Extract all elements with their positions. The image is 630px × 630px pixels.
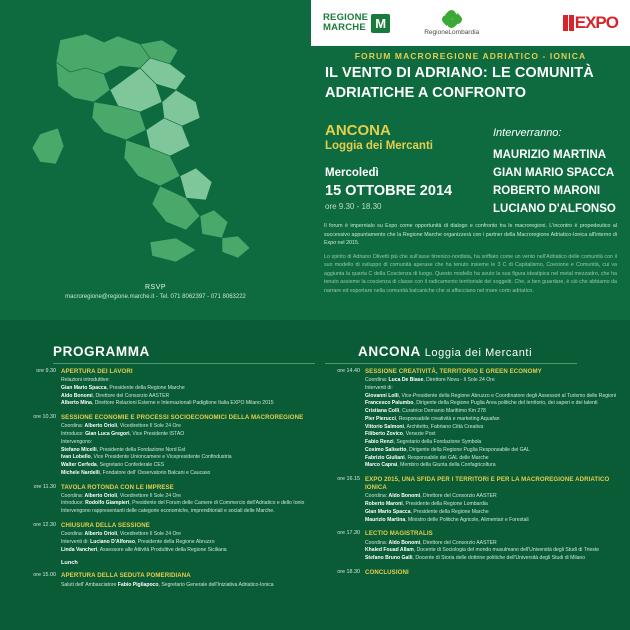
hours-label: ore 9.30 - 18.30 bbox=[325, 202, 382, 211]
day-label: Mercoledì bbox=[325, 167, 379, 179]
rsvp-block bbox=[0, 283, 311, 303]
speakers-label: Interverranno: bbox=[493, 127, 562, 139]
program-item bbox=[322, 530, 622, 562]
program-item-time: ore 9.30 bbox=[36, 368, 56, 374]
expo-bar-icon bbox=[563, 15, 568, 31]
ancona-heading-main: ANCONA bbox=[358, 344, 421, 359]
program-item-time: ore 16.15 bbox=[337, 476, 360, 483]
program-item bbox=[18, 368, 318, 408]
expo-text: EXPO bbox=[574, 13, 618, 32]
rsvp-label: RSVP bbox=[144, 283, 167, 291]
program-item-body: Coordina: Aldo Bonomi, Direttore del Consorzio AASTER Roberto Maroni, Presidente della Regione Lombardia Gian Mario Spacca, Presidente della Regione Marche Maurizio Martina, Ministro delle Politiche Agricole, Alimentari e Forestali bbox=[365, 493, 529, 523]
intro-paragraph-2: Lo spirito di Adriano Olivetti più che sull'asse tirrenico-nordista, ha soffiato come un vento nell'Adriatico delle comunità con il suo modello di sviluppo di comunità aperase che ha tenuto insieme le 3 C di Capitalismo, Coesione e Comunità, cui va aggiunta la quarta C della Coscienza di luogo. Questo modello ha avuto la sua figura ideatipica nel metal mezzadro, che ha tenuto assieme la coscienza di classe con il radicamento territoriale dei soggetti. Che, a ben guardare, è ciò che abbiamo da narrare ed esportare nella comunità balcaniche che si affacciano nel mare corto adriatico. bbox=[324, 253, 617, 295]
program-item bbox=[18, 484, 318, 516]
program-item-body: Relazioni introduttive: Gian Mario Spacca, Presidente della Regione Marche Aldo Bonomi, Direttore del Consorzio AASTER Alberto Mina, Direttore Relazioni Esterne e Internazionali Padiglione Italia EXPO Milano 2015 bbox=[61, 377, 274, 407]
program-lunch-break: Lunch bbox=[61, 560, 78, 567]
regione-marche-logo bbox=[323, 13, 390, 33]
speaker-name: MAURIZIO MARTINA bbox=[493, 149, 607, 161]
page-title: IL VENTO DI ADRIANO: LE COMUNITÀ ADRIATICHE A CONFRONTO bbox=[325, 65, 594, 101]
divider-left bbox=[53, 363, 315, 364]
venue-label: Loggia dei Mercanti bbox=[325, 140, 433, 152]
program-item-time: ore 17.30 bbox=[337, 530, 360, 537]
program-item-title: SESSIONE CREATIVITÀ, TERRITORIO E GREEN ECONOMY bbox=[365, 368, 542, 375]
program-item-time: ore 18.30 bbox=[337, 568, 360, 575]
program-item-time: ore 15.00 bbox=[33, 572, 56, 579]
program-item-title: APERTURA DELLA SEDUTA POMERIDIANA bbox=[61, 572, 191, 580]
program-item bbox=[322, 569, 622, 577]
forum-label: FORUM MACROREGIONE ADRIATICO - IONICA bbox=[354, 51, 587, 61]
rsvp-contact: macroregione@regione.marche.it - Tel. 071 8062397 - 071 8063222 bbox=[65, 294, 246, 300]
program-heading: PROGRAMMA bbox=[53, 344, 150, 359]
program-item-body: Coordina: Alberto Orioli, Vicedirettore Il Sole 24 Ore Introduce: Rodolfo Giampieri, Presidente del Forum delle Camere di Commercio dell'Adriatico e dello Ionio Intervengono rappresentanti delle categorie economiche, imprenditoriali e sociali delle Marche. bbox=[61, 492, 305, 515]
program-column-left bbox=[18, 368, 318, 595]
program-item bbox=[322, 476, 622, 524]
program-item-title: EXPO 2015, UNA SFIDA PER I TERRITORI E PER LA MACROREGIONE ADRIATICO IONICA bbox=[365, 476, 610, 492]
intro-paragraph-1: Il forum è impernialo su Expo come opportunità di dialogo e confronto tra le macroregioni. L'incontro è propedeutico al successivo appuntamento che la Regione Marche organizzerà con i partner della Macroregione Adriatico-Ionica all'interno di Expo nel 2015. bbox=[324, 223, 617, 247]
regione-marche-mark-icon: M bbox=[371, 14, 390, 33]
logo-bar bbox=[311, 0, 630, 46]
expo-logo bbox=[563, 13, 618, 33]
ancona-heading bbox=[358, 344, 532, 359]
map-panel bbox=[0, 0, 311, 320]
program-item-body: Coordina: Alberto Orioli, Vicedirettore Il Sole 24 Ore Interventi di: Luciano D'Alfonso, Presidente della Regione Abruzzo Linda Vancheri, Assessore alle Attività Produttive della Regione Siciliana bbox=[61, 531, 227, 553]
program-item-time: ore 11.30 bbox=[33, 483, 56, 490]
regione-marche-text bbox=[323, 13, 368, 33]
speaker-name: ROBERTO MARONI bbox=[493, 185, 601, 198]
italy-map bbox=[0, 6, 311, 268]
divider-right bbox=[325, 363, 577, 364]
program-item-title: TAVOLA ROTONDA CON LE IMPRESE bbox=[61, 483, 174, 491]
regione-lombardia-text: RegioneLombardia bbox=[424, 29, 480, 36]
program-item-time: ore 14.40 bbox=[337, 368, 360, 374]
italy-map-svg bbox=[0, 6, 311, 268]
speakers-list bbox=[493, 146, 616, 219]
speaker-name: LUCIANO D'ALFONSO bbox=[493, 203, 616, 216]
program-item-title: LECTIO MAGISTRALIS bbox=[365, 530, 433, 538]
program-item-title: CONCLUSIONI bbox=[365, 568, 409, 576]
program-item bbox=[18, 414, 318, 477]
program-item bbox=[322, 368, 622, 470]
intro-paragraphs bbox=[324, 222, 617, 301]
program-item-time: ore 10.30 bbox=[33, 414, 56, 421]
program-item-title: SESSIONE ECONOMIE E PROCESSI SOCIOECONOMICI DELLA MACROREGIONE bbox=[61, 414, 304, 422]
regione-marche-line1: REGIONE bbox=[323, 12, 369, 24]
program-item-body: Saluti dell' Ambasciatore Fabio Pigliapoco, Segretario Generale dell'Iniziativa Adriatico-Ionica bbox=[61, 581, 274, 588]
program-item-title: CHIUSURA DELLA SESSIONE bbox=[61, 521, 150, 529]
regione-lombardia-logo bbox=[424, 10, 479, 36]
speaker-name: GIAN MARIO SPACCA bbox=[493, 167, 615, 180]
regione-marche-line2: MARCHE bbox=[323, 22, 366, 33]
expo-bar-icon bbox=[569, 15, 574, 31]
date-label: 15 OTTOBRE 2014 bbox=[325, 183, 453, 199]
lombardia-flower-icon bbox=[442, 10, 462, 28]
program-item-body: Coordina: Aldo Bonomi, Direttore del Consorzio AASTER Khaled Fouad Allam, Docente di Sociologia del mondo musulmano dell'Università degli Studi di Trieste Stefano Bruno Galli, Docente di Storia delle dottrine politiche dell'Università degli Studi di Milano bbox=[365, 539, 600, 562]
program-section bbox=[0, 320, 630, 630]
program-item-body: Coordina: Alberto Orioli, Vicedirettore Il Sole 24 Ore Introduce: Gian Luca Gregori, Vice Presidente ISTAO Intervengono: Stefano Micelli, Presidente della Fondazione Nord Est Ivan Lobello, Vice Presidente Unioncamere e Vicepresidente Confindustria Walter Cerfeda, Segretario Confederale CES Michele Nardelli, Fondatore dell' Osservatorio Balcani e Caucaso bbox=[61, 423, 232, 476]
program-column-right bbox=[322, 368, 622, 583]
program-item bbox=[18, 522, 318, 554]
program-item-time: ore 12.30 bbox=[33, 521, 56, 528]
program-item bbox=[18, 572, 318, 589]
program-item-body: Coordina: Luca De Biase, Direttore Nova - Il Sole 24 Ore Interventi di: Giovanni Lolli, Vice-Presidente della Regione Abruzzo e Coordinatore degli Assessori al Turismo delle Regioni Francesco Palumbo, Dirigente della Regione Puglia Area politiche del territorio, dei saperi e dei talenti Cristiana Colli, Curatrice Demanio Marittimo Km 278 Pier Pierucci, Responsabile creatività e marketing Aquafan Vittorio Salmoni, Architetto, Fabriano Città Creativa Filiberto Zovico, Venezie Post Fabio Renzi, Segretario della Fondazione Symbola Cosimo Salisetto, Dirigente della Regione Puglia Responsabile dei GAL Fabrizio Giuliani, Responsabile dei GAL delle Marche Marco Caprai, Membro della Giunta della Confagricoltura bbox=[365, 377, 617, 469]
program-item-title: APERTURA DEI LAVORI bbox=[61, 368, 133, 375]
city-label: ANCONA bbox=[325, 122, 391, 139]
info-panel bbox=[311, 0, 630, 320]
ancona-heading-sub: Loggia dei Mercanti bbox=[424, 347, 533, 359]
